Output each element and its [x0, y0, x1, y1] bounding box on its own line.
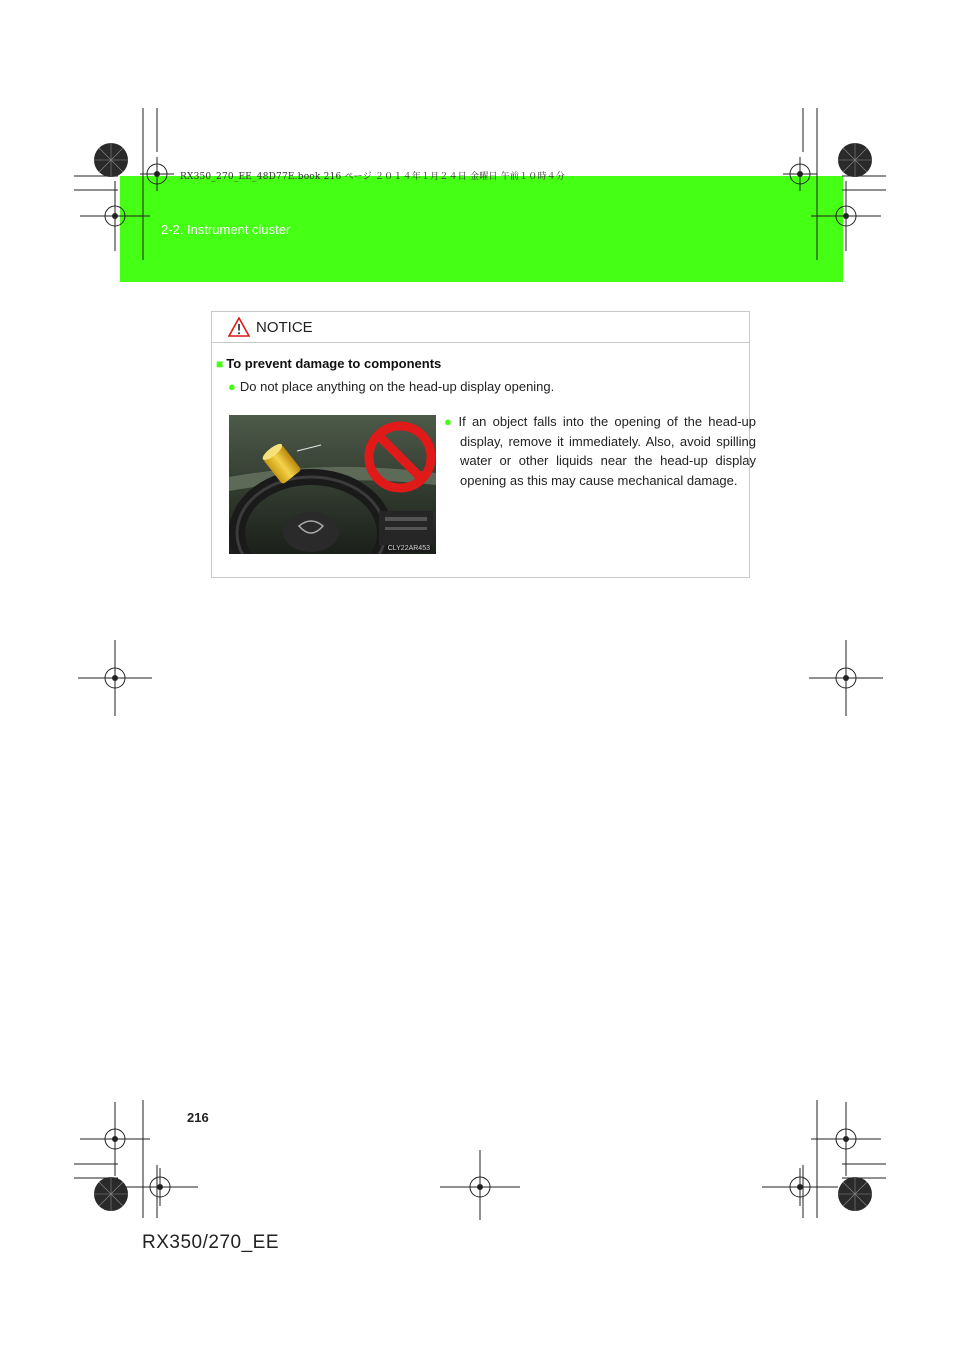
image-code: CLY22AR453 [387, 545, 430, 552]
notice-bullet-2: ● If an object falls into the opening of the head-up display, remove it immediately. Also, avoid spilling water or other liquids near the head-up display opening as this may cause mechanical damage. [444, 414, 757, 488]
dashboard-photo [229, 415, 436, 554]
notice-bullet-1: ● Do not place anything on the head-up display opening. [228, 379, 555, 394]
circle-bullet-icon: ● [444, 414, 455, 429]
warning-triangle-icon [228, 317, 250, 337]
square-bullet-icon: ■ [216, 357, 224, 371]
registration-wheels [94, 143, 872, 1211]
no-entry-icon [363, 420, 436, 494]
notice-label: NOTICE [256, 318, 313, 336]
page-number: 216 [187, 1110, 209, 1125]
circle-bullet-icon: ● [228, 379, 236, 394]
model-code: RX350/270_EE [142, 1232, 279, 1253]
print-metadata: RX350_270_EE_48D77E.book 216 ページ ２０１４年１月２４日 金曜日 午前１０時４分 [180, 172, 566, 182]
notice-header [212, 312, 749, 343]
notice-box [211, 311, 757, 578]
notice-subheading: ■ To prevent damage to components [216, 356, 442, 371]
section-title: 2-2. Instrument cluster [161, 222, 291, 237]
